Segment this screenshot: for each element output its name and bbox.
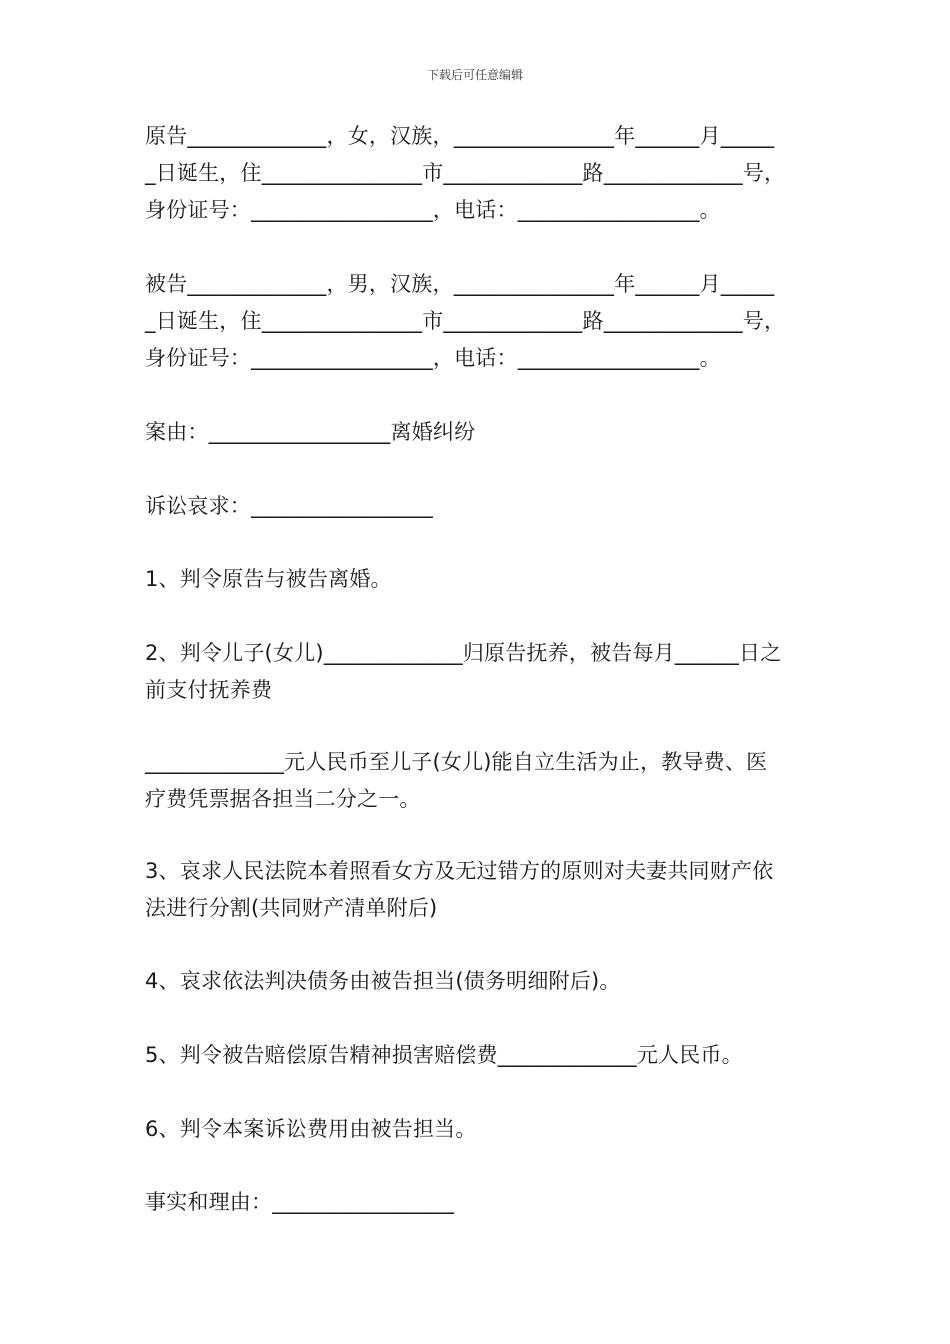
case-cause-line: 案由：_________________离婚纠纷 [145, 420, 476, 444]
claim-5: 5、判令被告赔偿原告精神损害赔偿费_____________元人民币。 [145, 1043, 743, 1067]
claim-2-line-2: 前支付抚养费 [145, 678, 273, 702]
claim-1: 1、判令原告与被告离婚。 [145, 567, 392, 591]
plaintiff-line-1: 原告_____________，女，汉族，_______________年______月_____ [145, 124, 775, 148]
facts-and-reasons-heading: 事实和理由：_________________ [145, 1190, 455, 1214]
defendant-line-1: 被告_____________，男，汉族，_______________年______月_____ [145, 272, 775, 296]
claims-heading: 诉讼哀求：_________________ [145, 494, 433, 518]
plaintiff-line-2: _日诞生，住_______________市_____________路_____________号， [145, 161, 786, 185]
header-note: 下载后可任意编辑 [426, 68, 523, 82]
defendant-line-2: _日诞生，住_______________市_____________路_____________号， [145, 309, 786, 333]
claim-2-line-1: 2、判令儿子(女儿)_____________归原告抚养，被告每月______日之 [145, 641, 782, 665]
claim-3-line-2: 法进行分割(共同财产清单附后) [145, 896, 438, 920]
claim-3-line-1: 3、哀求人民法院本着照看女方及无过错方的原则对夫妻共同财产依 [145, 859, 774, 883]
claim-4: 4、哀求依法判决债务由被告担当(债务明细附后)。 [145, 969, 621, 993]
claim-2-line-3: _____________元人民币至儿子(女儿)能自立生活为止，教导费、医 [145, 750, 768, 774]
defendant-line-3: 身份证号：_________________，电话：_________________。 [145, 346, 721, 370]
plaintiff-line-3: 身份证号：_________________，电话：_________________。 [145, 198, 721, 222]
claim-2-line-4: 疗费凭票据各担当二分之一。 [145, 787, 421, 811]
claim-6: 6、判令本案诉讼费用由被告担当。 [145, 1117, 477, 1141]
